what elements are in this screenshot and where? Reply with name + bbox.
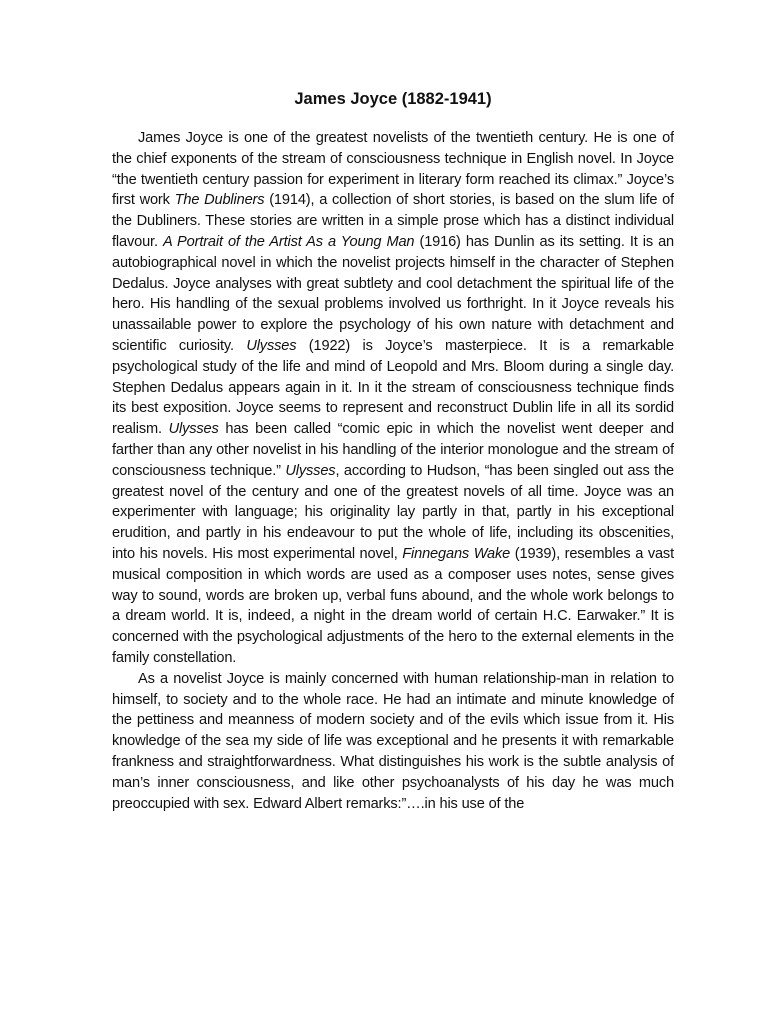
document-body [112,128,674,814]
italic-title-text: Ulysses [168,421,219,438]
italic-title-text: Ulysses [246,337,297,354]
paragraph-text: (1939), resembles a vast musical composition in which words are used as a composer uses notes, sense gives way to sound, words are broken up, verbal funs abound, and the whole work belongs to a dream world. It is, indeed, a night in the dream world of certain H.C. Earwaker.” It is concerned with the psychological adjustments of the hero to the external elements in the family constellation. [112,545,674,666]
paragraph [112,128,674,669]
paragraph-text: James Joyce is one of the greatest novelists of the twentieth century. He is one of the chief exponents of the stream of consciousness technique in English novel. In Joyce “the twentieth century passion for experiment in literary form reached its climax.” Joyce’s first work [112,130,674,209]
italic-title-text: A Portrait of the Artist As a Young Man [162,233,415,250]
document-page [112,88,674,988]
paragraph-text: (1922) is Joyce’s masterpiece. It is a remarkable psychological study of the life and mind of Leopold and Mrs. Bloom during a single day. Stephen Dedalus appears again in it. In it the stream of consciousness technique finds its best exposition. Joyce seems to represent and reconstruct Dublin life in all its sordid realism. [112,337,674,438]
italic-title-text: Finnegans Wake [402,545,511,562]
paragraph-text: , according to Hudson, “has been singled out ass the greatest novel of the century and one of the greatest novels of all time. Joyce was an experimenter with language; his originality lay partly in that, partly in his exceptional erudition, and partly in his endeavour to put the whole of life, including its obscenities, into his novels. His most experimental novel, [112,462,674,562]
paragraph-text: (1914), a collection of short stories, is based on the slum life of the Dubliners. These stories are written in a simple prose which has a distinct individual flavour. [112,192,674,250]
paragraph-text: (1916) has Dunlin as its setting. It is an autobiographical novel in which the novelist projects himself in the character of Stephen Dedalus. Joyce analyses with great subtlety and cool detachment the spiritual life of the hero. His handling of the sexual problems involved us forthright. In it Joyce reveals his unassailable power to explore the psychology of his own nature with detachment and scientific curiosity. [112,233,674,354]
italic-title-text: Ulysses [285,462,336,479]
paragraph-text: As a novelist Joyce is mainly concerned with human relationship-man in relation to himself, to society and to the whole race. He had an intimate and minute knowledge of the pettiness and meanness of modern society and of the evils which issue from it. His knowledge of the sea my side of life was exceptional and he presents it with remarkable frankness and straightforwardness. What distinguishes his work is the subtle analysis of man’s inner consciousness, and like other psychoanalysts of his day he was much preoccupied with sex. Edward Albert remarks:”….in his use of the [112,670,674,812]
paragraph [112,669,674,815]
italic-title-text: The Dubliners [174,192,265,209]
page-title: James Joyce (1882-1941) [294,90,492,108]
paragraph-text: has been called “comic epic in which the novelist went deeper and farther than any other novelist in his handling of the interior monologue and the stream of consciousness technique.” [112,421,674,479]
